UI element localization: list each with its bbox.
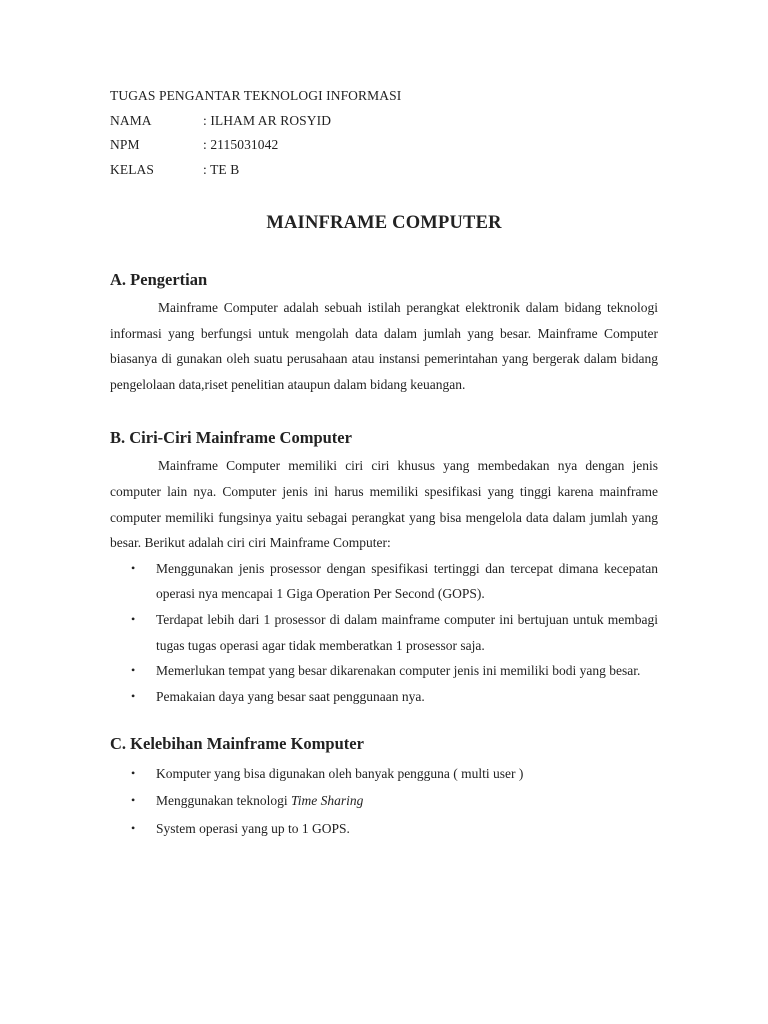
list-item-text: Memerlukan tempat yang besar dikarenakan computer jenis ini memiliki bodi yang besar. xyxy=(156,663,641,679)
bullet-icon: • xyxy=(131,793,136,808)
list-item-text: Komputer yang bisa digunakan oleh banyak pengguna ( multi user ) xyxy=(156,766,524,782)
course-title: TUGAS PENGANTAR TEKNOLOGI INFORMASI xyxy=(110,88,402,103)
header-row-nama xyxy=(110,109,658,134)
section-heading: C. Kelebihan Mainframe Komputer xyxy=(110,734,364,754)
header-key: NPM xyxy=(110,137,140,152)
bullet-icon: • xyxy=(131,820,136,835)
header-key: KELAS xyxy=(110,161,154,177)
section-paragraph: Mainframe Computer adalah sebuah istilah perangkat elektronik dalam bidang teknologi informasi yang berfungsi untuk mengolah data dalam jumlah yang besar. Mainframe Computer biasanya di gunakan oleh suatu perusahaan atau instansi pemerintahan yang bergerak dalam bidang pengelolaan data,riset penelitian ataupun dalam bidang keuangan. xyxy=(110,300,658,392)
list-item xyxy=(110,761,658,787)
header-value: : TE B xyxy=(203,161,240,177)
section-ciri-ciri xyxy=(110,427,658,709)
section-kelebihan xyxy=(110,733,658,841)
list-item-text: Menggunakan jenis prosessor dengan spesifikasi tertinggi dan tercepat dimana kecepatan operasi nya mencapai 1 Giga Operation Per Second (GOPS). xyxy=(156,560,658,602)
list-item xyxy=(110,556,658,607)
list-item xyxy=(110,607,658,658)
bullet-icon: • xyxy=(131,611,136,626)
document-header xyxy=(110,84,658,182)
header-key: NAMA xyxy=(110,112,152,128)
list-item-text: Menggunakan teknologi xyxy=(156,793,291,809)
section-heading: B. Ciri-Ciri Mainframe Computer xyxy=(110,428,352,448)
bullet-icon: • xyxy=(131,663,136,678)
section-paragraph: Mainframe Computer memiliki ciri ciri khusus yang membedakan nya dengan jenis computer lain nya. Computer jenis ini harus memiliki spesifikasi yang tinggi karena mainframe computer memiliki fungsinya yaitu sebagai perangkat yang bisa mengelola data dalam jumlah yang besar. Berikut adalah ciri ciri Mainframe Computer: xyxy=(110,458,658,551)
header-value: : 2115031042 xyxy=(203,137,279,152)
section-heading: A. Pengertian xyxy=(110,270,208,289)
section-pengertian xyxy=(110,269,658,397)
list-item-text: System operasi yang up to 1 GOPS. xyxy=(156,820,350,836)
document-title: MAINFRAME COMPUTER xyxy=(266,213,502,233)
kelebihan-list xyxy=(110,761,658,841)
bullet-icon: • xyxy=(131,560,136,575)
header-row-npm xyxy=(110,133,658,158)
header-row-kelas xyxy=(110,158,658,183)
list-item-italic-term: Time Sharing xyxy=(290,793,364,809)
list-item-text: Pemakaian daya yang besar saat penggunaan nya. xyxy=(156,688,425,704)
header-value: : ILHAM AR ROSYID xyxy=(203,112,332,128)
list-item xyxy=(110,816,658,842)
bullet-icon: • xyxy=(131,766,136,781)
ciri-list xyxy=(110,556,658,710)
list-item-text: Terdapat lebih dari 1 prosessor di dalam mainframe computer ini bertujuan untuk membagi tugas tugas operasi agar tidak memberatkan 1 prosessor saja. xyxy=(156,611,658,653)
bullet-icon: • xyxy=(131,688,136,703)
list-item xyxy=(110,684,658,710)
list-item xyxy=(110,658,658,684)
list-item xyxy=(110,788,658,814)
